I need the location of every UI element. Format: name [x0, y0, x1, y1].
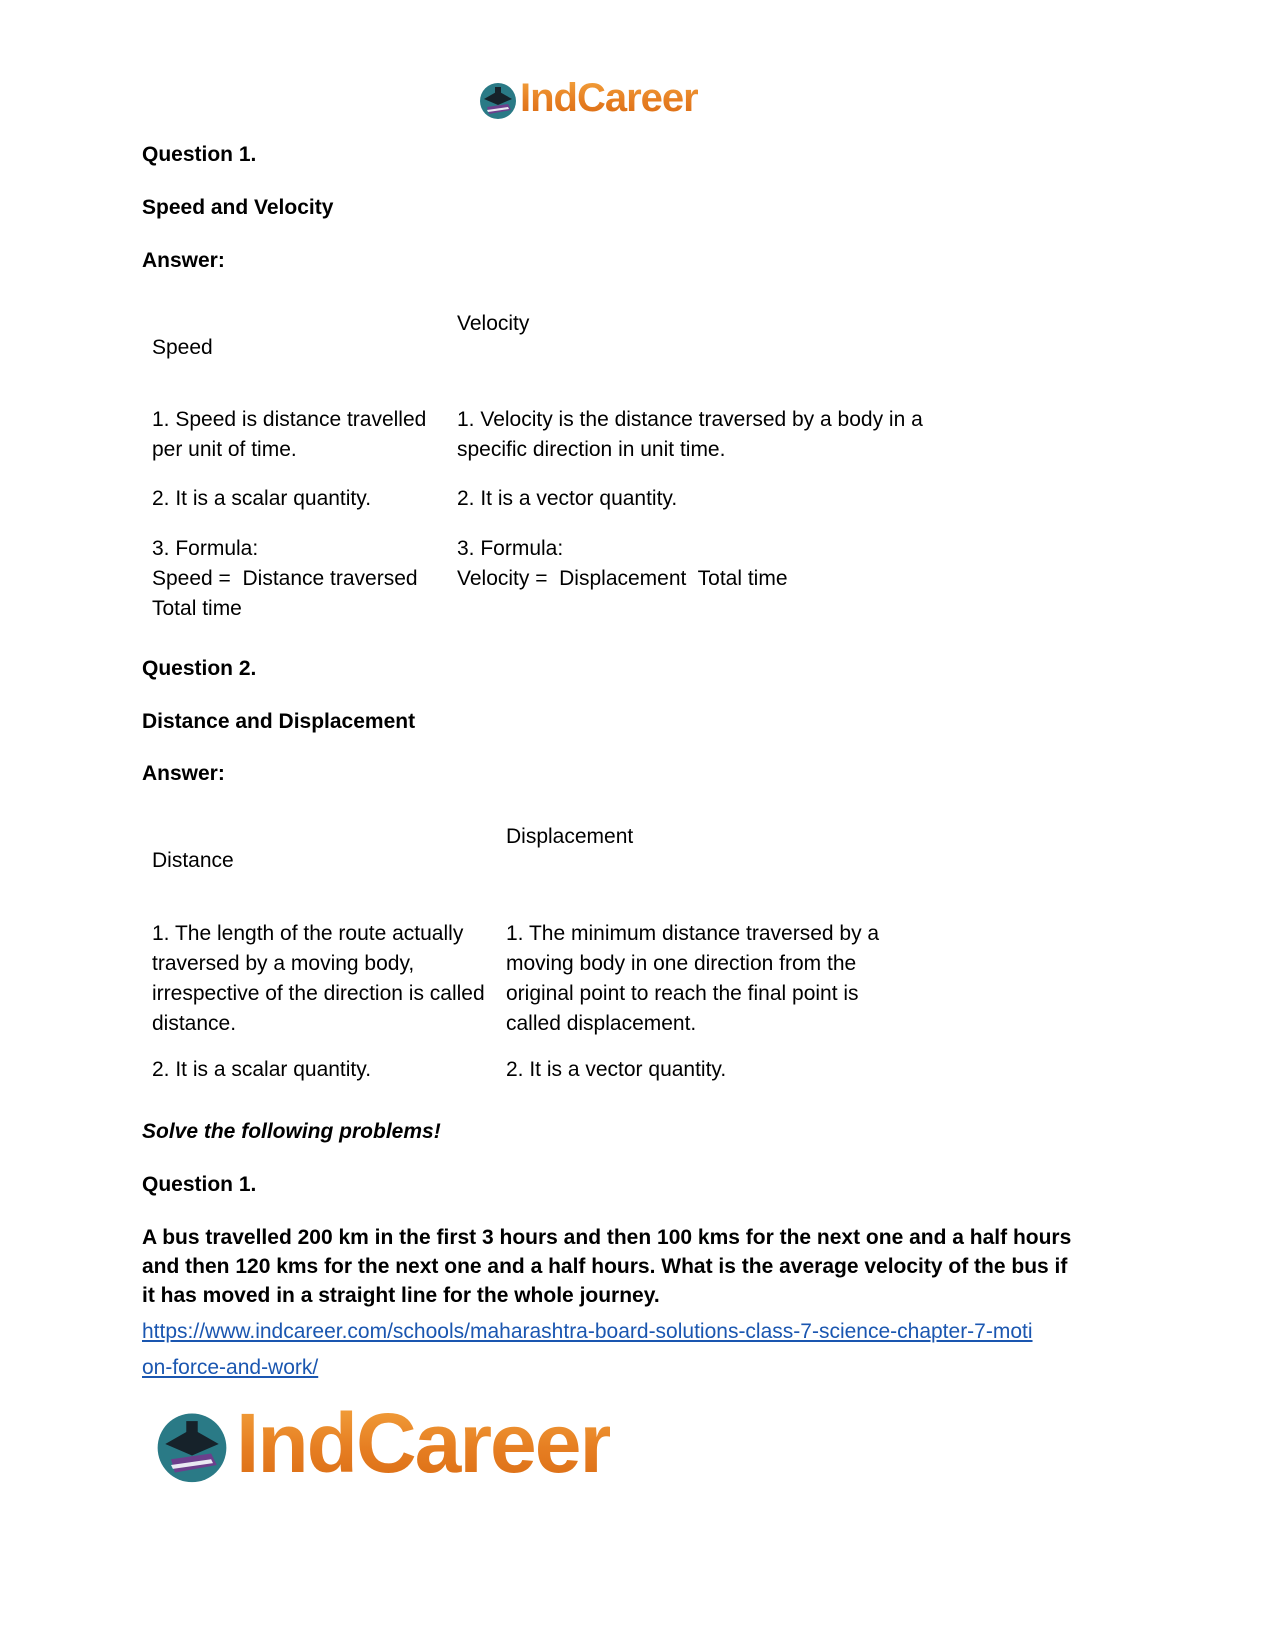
graduation-cap-book-icon: [478, 77, 518, 121]
table-cell: 1. Velocity is the distance traversed by a body in a specific direction in unit time.: [457, 408, 923, 461]
formula-expression: Speed = Distance traversed: [152, 567, 418, 590]
graduation-cap-book-icon: [152, 1402, 232, 1486]
brand-name: IndCareer: [236, 1396, 611, 1490]
formula-label: 3. Formula:: [152, 537, 259, 560]
question-title: Distance and Displacement: [142, 710, 416, 733]
footer-logo: [152, 1395, 610, 1492]
table-header-displacement: Displacement: [506, 825, 634, 848]
table-header-velocity: Velocity: [457, 312, 530, 335]
question-title: Speed and Velocity: [142, 196, 334, 219]
source-link[interactable]: [142, 1314, 1092, 1386]
source-link-line[interactable]: https://www.indcareer.com/schools/maharashtra-board-solutions-class-7-science-chapter-7-moti: [142, 1320, 1033, 1343]
source-link-line[interactable]: on-force-and-work/: [142, 1356, 319, 1379]
table-cell: 1. Speed is distance travelled per unit of time.: [152, 408, 427, 461]
formula-denominator: Total time: [152, 597, 242, 620]
table-header-speed: Speed: [152, 336, 213, 359]
table-cell: 1. The length of the route actually traversed by a moving body, irrespective of the direction is called distance.: [152, 922, 485, 1035]
answer-label: Answer:: [142, 249, 225, 272]
table-header-distance: Distance: [152, 849, 234, 872]
question-number: Question 1.: [142, 1173, 257, 1196]
formula-expression: Velocity = Displacement Total time: [457, 567, 788, 590]
header-logo: [478, 76, 698, 121]
question-number: Question 1.: [142, 143, 257, 166]
section-heading: Solve the following problems!: [142, 1120, 441, 1143]
answer-label: Answer:: [142, 762, 225, 785]
brand-name: IndCareer: [520, 76, 698, 120]
formula-label: 3. Formula:: [457, 537, 564, 560]
table-cell: 2. It is a vector quantity.: [506, 1058, 727, 1081]
table-cell: 2. It is a vector quantity.: [457, 487, 678, 510]
table-cell: 2. It is a scalar quantity.: [152, 1058, 372, 1081]
table-cell: 2. It is a scalar quantity.: [152, 487, 372, 510]
table-cell: 1. The minimum distance traversed by a moving body in one direction from the original point to reach the final point is called displacement.: [506, 922, 880, 1035]
formula-cell-velocity: [457, 534, 788, 594]
problem-text: A bus travelled 200 km in the first 3 hours and then 100 kms for the next one and a half hours and then 120 kms for the next one and a half hours. What is the average velocity of the bus if it has moved in a straight line for the whole journey.: [142, 1226, 1072, 1307]
formula-cell-speed: [152, 534, 418, 624]
question-number: Question 2.: [142, 657, 257, 680]
